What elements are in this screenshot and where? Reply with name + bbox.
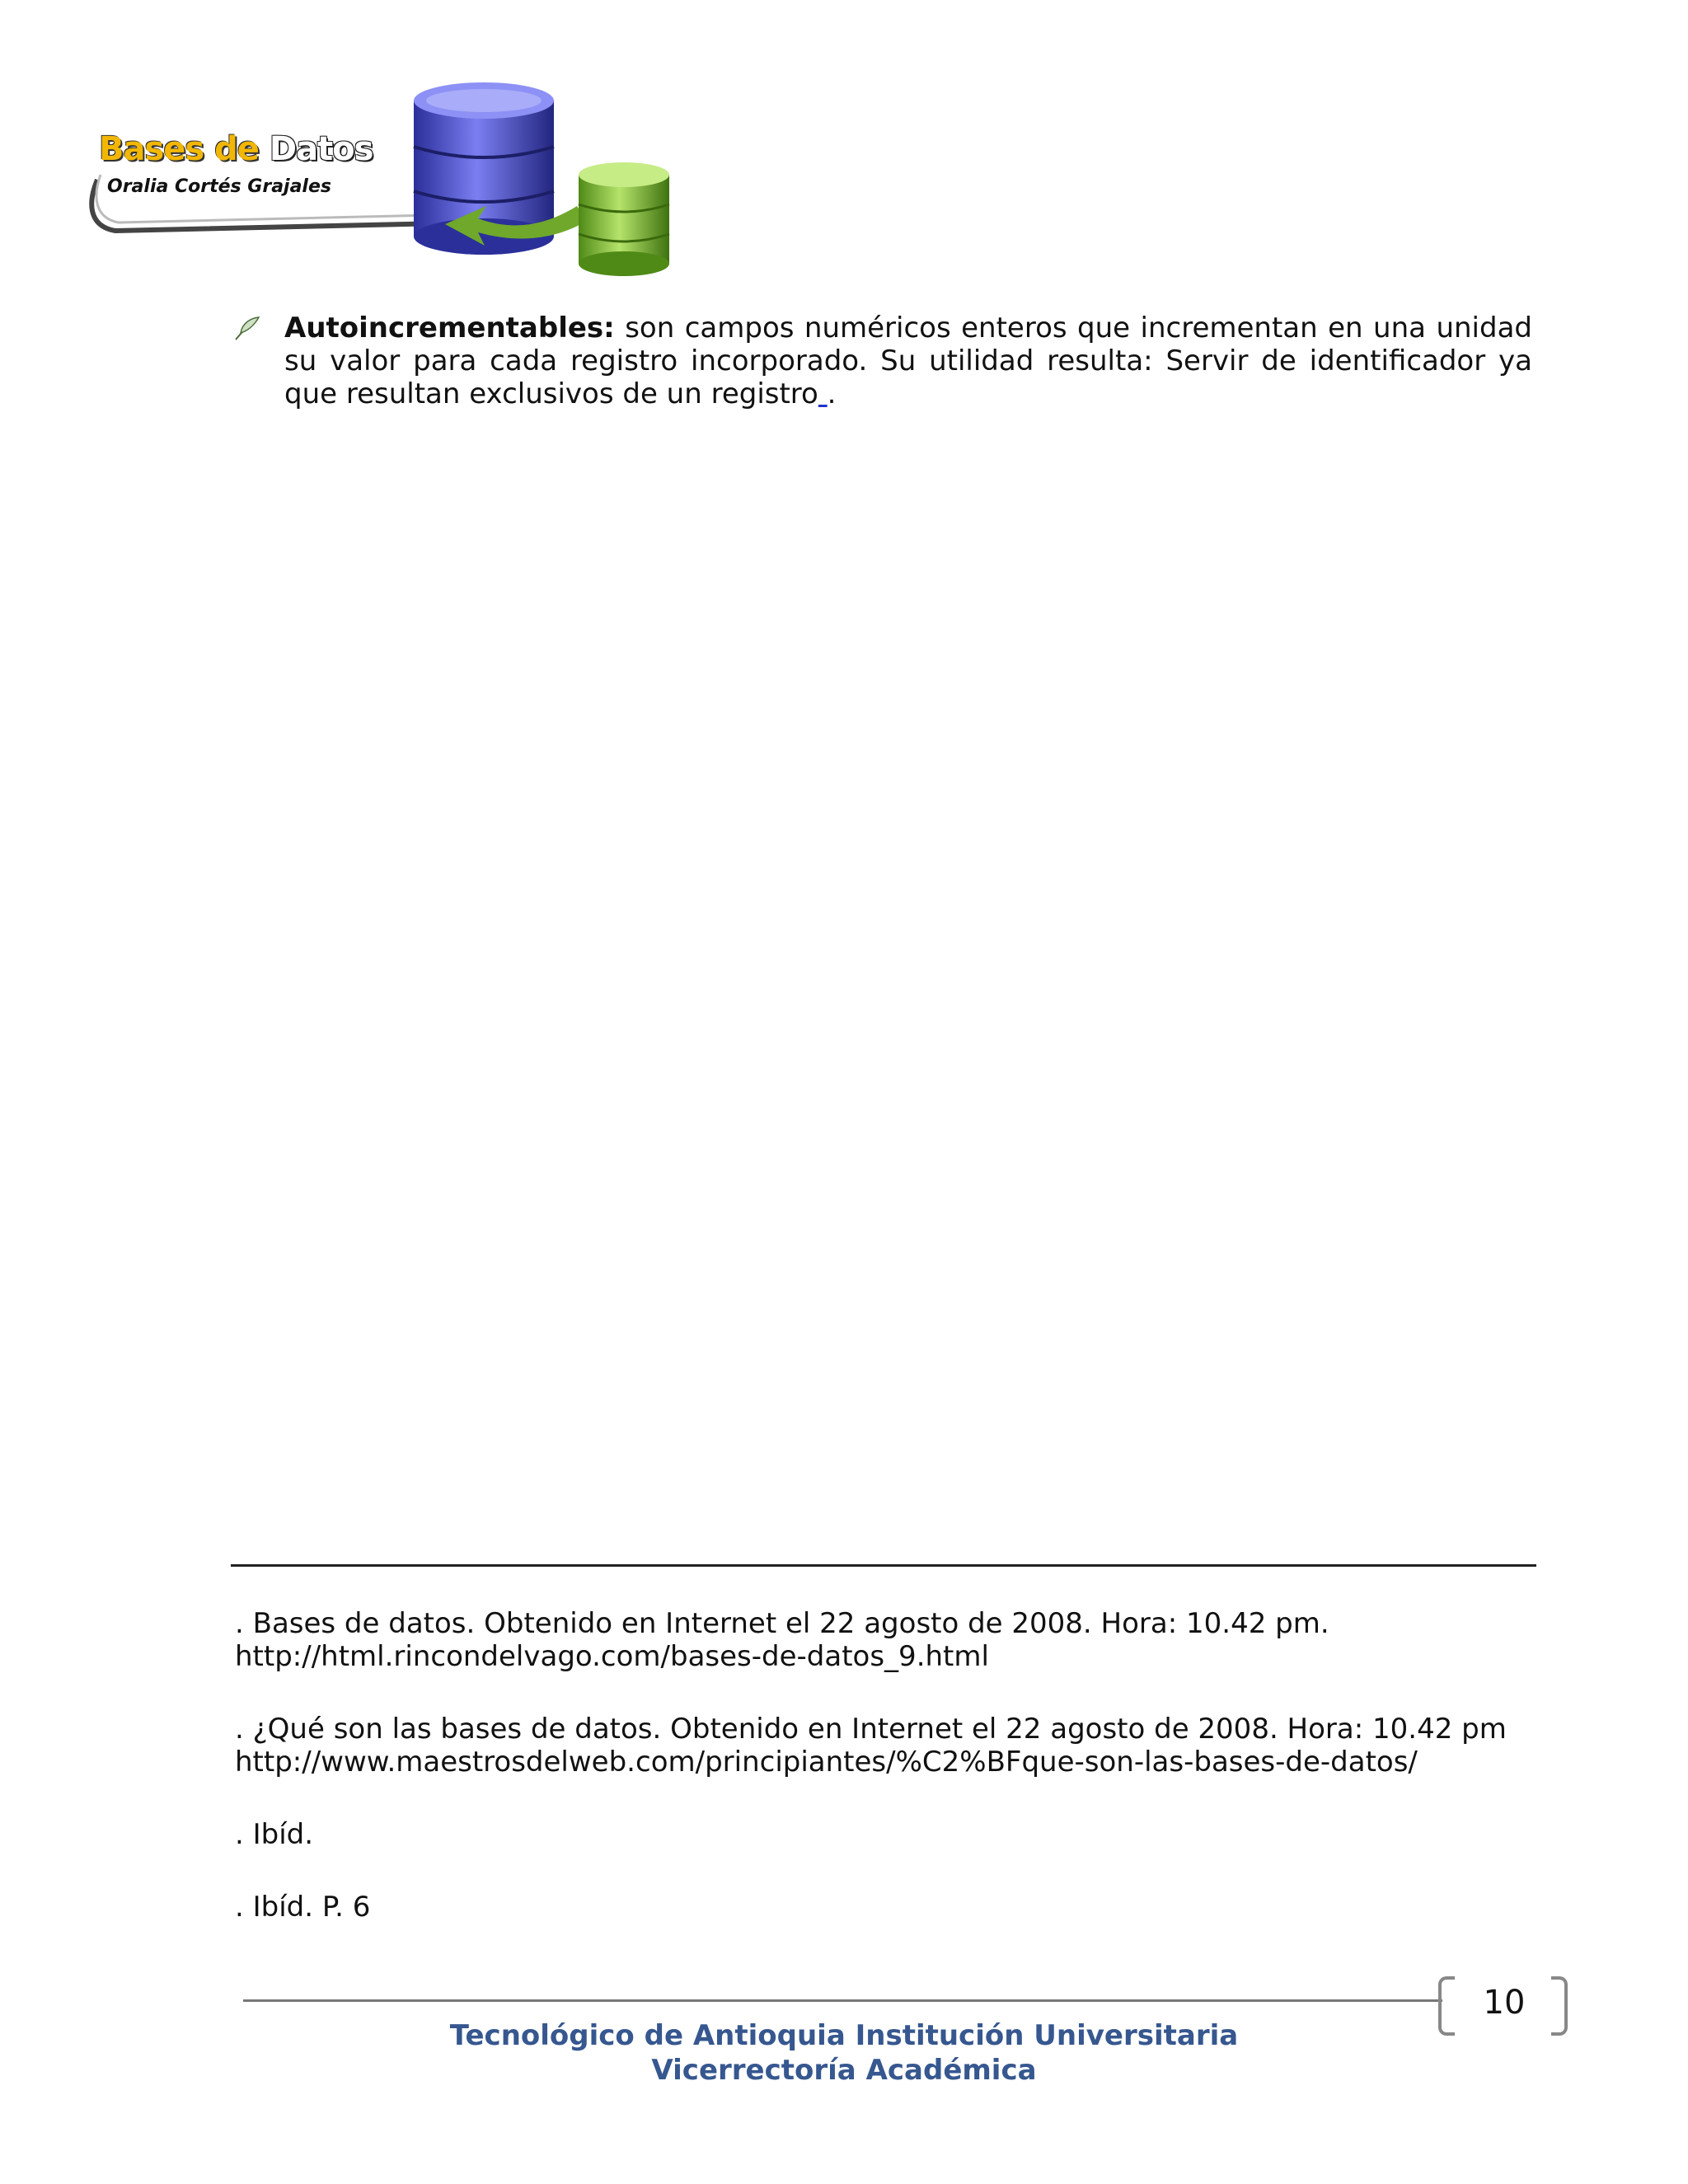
footnote-url[interactable]: http://html.rincondelvago.com/bases-de-datos_9.html	[235, 1640, 989, 1673]
footnote-2	[235, 1713, 1507, 1779]
quill-icon	[232, 315, 260, 343]
footnote-url[interactable]: http://www.maestrosdelweb.com/principiantes/%C2%BFque-son-las-bases-de-datos/	[235, 1746, 1418, 1779]
footnote-text: . ¿Qué son las bases de datos. Obtenido en Internet el 22 agosto de 2008. Hora: 10.42 pm	[235, 1713, 1507, 1746]
footnote-text: . Ibíd.	[235, 1818, 314, 1851]
footnote-text: . Bases de datos. Obtenido en Internet el 22 agosto de 2008. Hora: 10.42 pm.	[235, 1607, 1329, 1640]
footer-institution: Tecnológico de Antioquia Institución Universitaria	[449, 2019, 1239, 2052]
footer-divider	[243, 1999, 1442, 2002]
logo-title-part2: Datos	[269, 130, 373, 168]
footnote-link[interactable]	[818, 377, 828, 410]
page-number: 10	[1483, 1984, 1526, 2022]
footer-department: Vicerrectoría Académica	[651, 2054, 1037, 2087]
bullet-paragraph	[284, 312, 1532, 410]
footnote-4	[235, 1891, 370, 1924]
footnote-1	[235, 1607, 1329, 1673]
footnote-text: . Ibíd. P. 6	[235, 1891, 371, 1924]
footnote-separator	[231, 1564, 1536, 1567]
logo-title-part1: Bases de	[99, 130, 259, 168]
sentence-end: .	[827, 377, 837, 410]
footnote-3	[235, 1818, 313, 1851]
term-label: Autoincrementables:	[284, 312, 615, 344]
term-definition: son campos numéricos enteros que incrementan en una unidad su valor para cada registro incorporado. Su utilidad resulta: Servir de identificador ya que resultan exclusivos de un registro	[284, 312, 1532, 410]
logo-author: Oralia Cortés Grajales	[107, 176, 331, 197]
logo-title	[99, 130, 373, 168]
